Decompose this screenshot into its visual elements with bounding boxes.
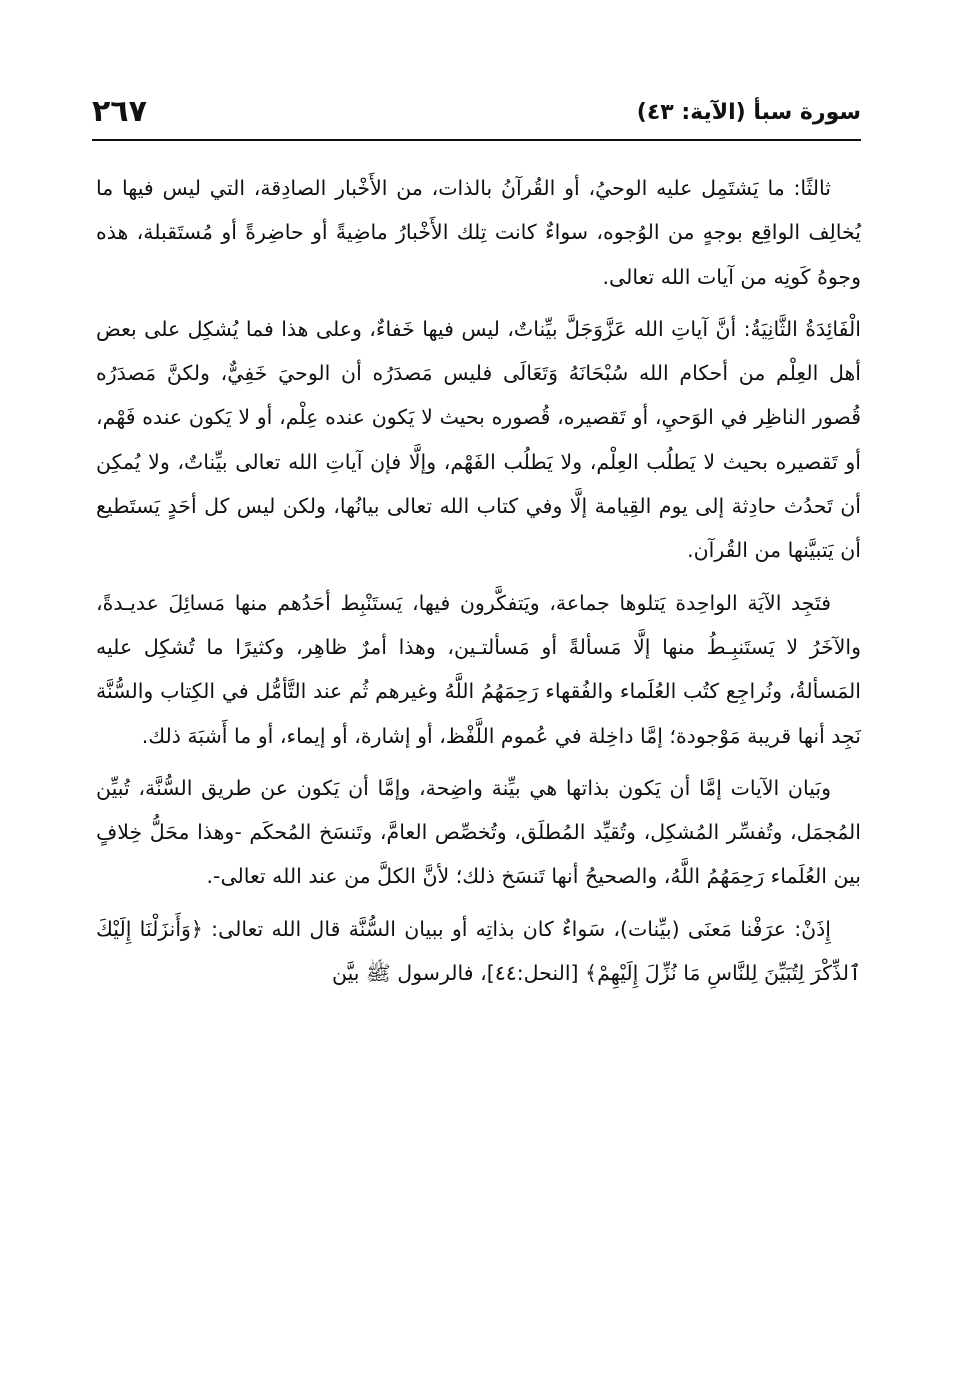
paragraph-2: الْفَائِدَةُ الثَّانِيَةُ: أنَّ آياتِ الله عَزَّوَجَلَّ بيِّناتٌ، ليس فيها خَفاءٌ، وعلى هذا فما يُشكِل على بعض أهل العِلْم من أحكام الله سُبْحَانَهُ وَتَعَالَى فليس مَصدَرُه أن الوحيَ خَفِيٌّ، ولكنَّ مَصدَرُه قُصور الناظِر في الوَحيِ، أو تَقصيره، قُصوره بحيث لا يَكون عنده عِلْم، أو لا يَكون عنده فَهْم، أو تَقصيره بحيث لا يَطلُب العِلْم، ولا يَطلُب الفَهْم، وإلَّا فإن آياتِ الله تعالى بيِّناتٌ، ولا يُمكِن أن تَحدُث حادِثة إلى يوم القِيامة إلَّا وفي كتاب الله تعالى بيانُها، ولكن ليس كل أحَدٍ يَستَطيع أن يَتبيَّنها من القُرآن.: [96, 316, 861, 563]
paragraph-4: وبَيان الآيات إمَّا أن يَكون بذاتها هي بيِّنة واضِحة، وإمَّا أن يَكون عن طريق السُّنَّة، تُبيِّن المُجمَل، وتُفسِّر المُشكِل، وتُقيِّد المُطلَق، وتُخصِّص العامَّ، وتَنسَخ المُحكَم -وهذا محَلُّ خِلافٍ بين العُلَماء رَحِمَهُمُ اللَّهُ، والصحيحُ أنها تَنسَخ ذلك؛ لأنَّ الكلَّ من عند الله تعالى-.: [96, 775, 861, 889]
paragraph-3: فتَجِد الآيَة الواحِدة يَتلوها جماعة، ويَتفكَّرون فيها، يَستَنْبِط أحَدُهم منها مَسائِلَ عديـدةً، والآخَرُ لا يَستَنبِـطُ منها إلَّا مَسألةً أو مَسألتـين، وهذا أمرٌ ظاهِر، وكثيرًا ما تُشكِل عليه المَسألةُ، ونُراجِع كتُب العُلَماء والفُقهاء رَحِمَهُمُ اللَّهُ وغيرهم ثُم عند التَّأمُّل في الكِتاب والسُّنَّة نَجِد أنها قريبة مَوْجودة؛ إمَّا داخِلة في عُموم اللَّفْظ، أو إشارة، أو إيماء، أو ما أَشبَهَ ذلك.: [96, 590, 861, 748]
header-divider: [92, 139, 861, 141]
paragraph-5: إِذَنْ: عرَفْنا مَعنَى (بيِّنات)، سَواءٌ كان بذاتِه أو ببيان السُّنَّة قال الله تعالى: ﴿وَأَنزَلْنَا إِلَيْكَ ٱلذِّكْرَ لِتُبَيِّنَ لِلنَّاسِ مَا نُزِّلَ إِلَيْهِمْ﴾ [النحل:٤٤]، فالرسول ﷺ بيَّن: [96, 916, 861, 986]
paragraph-1: ثالثًا: ما يَشتَمِل عليه الوحيُ، أو القُرآنُ بالذات، من الأَخْبار الصادِقة، التي ليس فيها ما يُخالِف الواقِع بوجهٍ من الوُجوه، سواءٌ كانت تِلك الأَخْبارُ ماضِيةً أو حاضِرةً أو مُستَقبلة، هذه وجوهُ كَونِه من آيات الله تعالى.: [96, 176, 861, 289]
page-header: [92, 92, 861, 136]
page-body: [96, 166, 861, 995]
running-title: سورة سبأ (الآية: ٤٣): [636, 100, 861, 125]
page-number: ٢٦٧: [92, 94, 147, 129]
